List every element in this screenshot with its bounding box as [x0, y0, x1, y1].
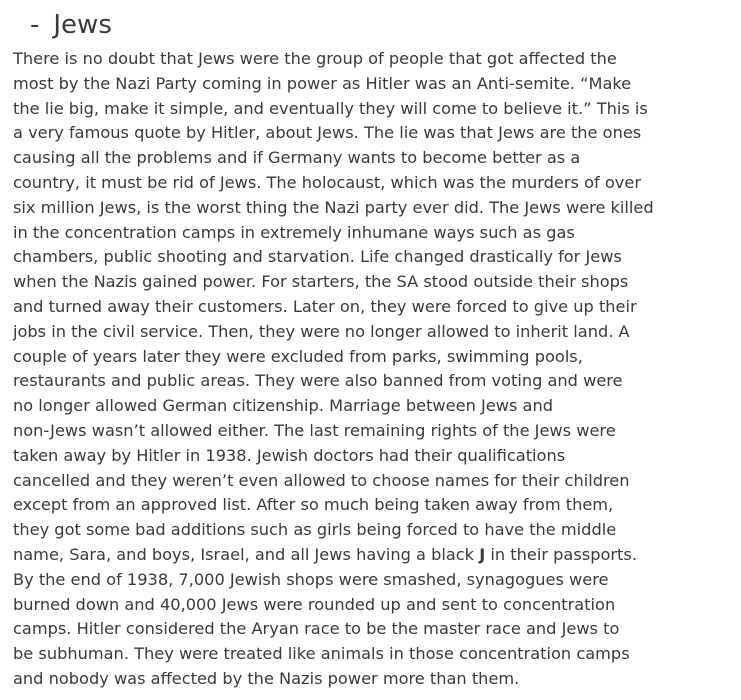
text-line: chambers, public shooting and starvation. Life changed drastically for Jews [13, 247, 622, 267]
body-paragraph [13, 47, 737, 692]
text-line: cancelled and they weren’t even allowed to choose names for their children [13, 470, 630, 490]
text-line: camps. Hitler considered the Aryan race to be the master race and Jews to [13, 619, 620, 639]
text-line: and turned away their customers. Later on, they were forced to give up their [13, 296, 637, 316]
text-line: taken away by Hitler in 1938. Jewish doctors had their qualifications [13, 445, 566, 465]
section-heading [30, 8, 112, 42]
text-line: couple of years later they were excluded from parks, swimming pools, [13, 346, 583, 366]
text-segment: in their passports. [485, 544, 637, 564]
text-line: causing all the problems and if Germany wants to become better as a [13, 148, 581, 168]
text-line: the lie big, make it simple, and eventually they will come to believe it.” This is [13, 98, 648, 118]
text-line: There is no doubt that Jews were the group of people that got affected the [13, 49, 617, 68]
text-line: non-Jews wasn’t allowed either. The last remaining rights of the Jews were [13, 420, 616, 440]
text-line: burned down and 40,000 Jews were rounded up and sent to concentration [13, 594, 616, 614]
text-line: in the concentration camps in extremely inhumane ways such as gas [13, 222, 575, 242]
bold-letter-j: J [479, 544, 486, 564]
text-line: except from an approved list. After so much being taken away from them, [13, 495, 614, 515]
heading-dash: - [30, 10, 40, 40]
text-line: most by the Nazi Party coming in power as Hitler was an Anti-semite. “Make [13, 73, 632, 93]
text-line: By the end of 1938, 7,000 Jewish shops were smashed, synagogues were [13, 569, 609, 589]
text-line: no longer allowed German citizenship. Marriage between Jews and [13, 396, 553, 416]
text-line: they got some bad additions such as girls being forced to have the middle [13, 520, 617, 540]
text-line: when the Nazis gained power. For starters, the SA stood outside their shops [13, 272, 629, 292]
text-line: a very famous quote by Hitler, about Jews. The lie was that Jews are the ones [13, 123, 642, 143]
text-line: restaurants and public areas. They were also banned from voting and were [13, 371, 623, 391]
text-line: country, it must be rid of Jews. The holocaust, which was the murders of over [13, 172, 641, 192]
text-line: jobs in the civil service. Then, they were no longer allowed to inherit land. A [13, 321, 630, 341]
text-line-with-bold-j [13, 543, 737, 568]
text-line: be subhuman. They were treated like animals in those concentration camps [13, 644, 630, 664]
heading-title: Jews [53, 10, 112, 40]
text-line: and nobody was affected by the Nazis power more than them. [13, 668, 520, 688]
text-line: six million Jews, is the worst thing the Nazi party ever did. The Jews were killed [13, 197, 654, 217]
text-segment: name, Sara, and boys, Israel, and all Jews having a black [13, 544, 480, 564]
